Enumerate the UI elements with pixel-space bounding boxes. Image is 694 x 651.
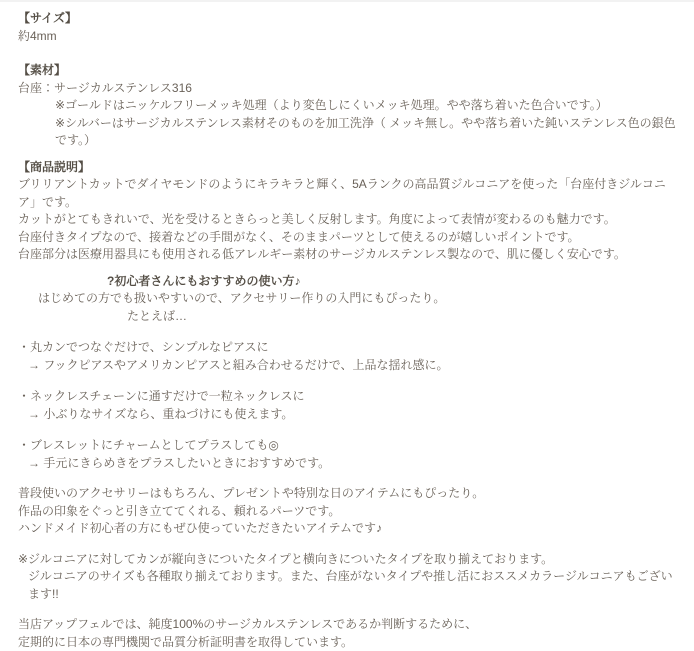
material-note-gold: ※ゴールドはニッケルフリーメッキ処理（より変色しにくいメッキ処理。やや落ち着いた色合いです。）	[55, 97, 680, 115]
usage-intro: はじめての方でも扱いやすいので、アクセサリー作りの入門にもぴったり。	[38, 290, 680, 308]
appeal-line: ハンドメイド初心者の方にもぜひ使っていただきたいアイテムです♪	[18, 520, 680, 538]
usage-item-detail: → 手元にきらめきをプラスしたいときにおすすめです。	[28, 455, 680, 473]
usage-item	[18, 339, 680, 374]
usage-item	[18, 388, 680, 423]
usage-item	[18, 437, 680, 472]
description-line: 台座付きタイプなので、接着などの手間がなく、そのままパーツとして使えるのが嬉しいポイントです。	[18, 229, 680, 247]
usage-item-title: ・丸カンでつなぐだけで、シンプルなピアスに	[18, 339, 680, 357]
material-note-silver: ※シルバーはサージカルステンレス素材そのものを加工洗浄（ メッキ無し。やや落ち着いた鈍いステンレス色の銀色です。）	[55, 115, 680, 150]
usage-example-label: たとえば…	[127, 308, 680, 326]
usage-item-title: ・ネックレスチェーンに通すだけで一粒ネックレスに	[18, 388, 680, 406]
description-heading: 【商品説明】	[18, 159, 680, 177]
description-section	[18, 159, 680, 264]
size-section	[18, 10, 680, 45]
description-line: ブリリアントカットでダイヤモンドのようにキラキラと輝く、5Aランクの高品質ジルコニアを使った「台座付きジルコニア」です。	[18, 176, 680, 211]
description-line: 台座部分は医療用器具にも使用される低アレルギー素材のサージカルステンレス製なので、肌に優しく安心です。	[18, 246, 680, 264]
variations-line: ※ジルコニアに対してカンが縦向きについたタイプと横向きについたタイプを取り揃えております。	[18, 551, 680, 569]
usage-item-detail: → フックピアスやアメリカンピアスと組み合わせるだけで、上品な揺れ感に。	[28, 357, 680, 375]
variations-section	[18, 551, 680, 604]
usage-section	[18, 273, 680, 326]
usage-item-detail: → 小ぶりなサイズなら、重ねづけにも使えます。	[28, 406, 680, 424]
size-value: 約4mm	[18, 28, 680, 46]
appeal-section	[18, 485, 680, 538]
variations-line: ジルコニアのサイズも各種取り揃えております。また、台座がないタイプや推し活におススメカラージルコニアもございます!!	[28, 568, 680, 603]
description-line: カットがとてもきれいで、光を受けるときらっと美しく反射します。角度によって表情が変わるのも魅力です。	[18, 211, 680, 229]
quality-line: 当店アップフェルでは、純度100%のサージカルステンレスであるか判断するために、	[18, 616, 680, 634]
material-section	[18, 62, 680, 150]
material-base: 台座：サージカルステンレス316	[18, 80, 680, 98]
usage-heading: ?初心者さんにもおすすめの使い方♪	[107, 273, 680, 291]
appeal-line: 作品の印象をぐっと引き立ててくれる、頼れるパーツです。	[18, 503, 680, 521]
quality-line: 定期的に日本の専門機関で品質分析証明書を取得しています。	[18, 634, 680, 651]
appeal-line: 普段使いのアクセサリーはもちろん、プレゼントや特別な日のアイテムにもぴったり。	[18, 485, 680, 503]
usage-item-title: ・ブレスレットにチャームとしてプラスしても◎	[18, 437, 680, 455]
usage-list	[18, 339, 680, 472]
material-heading: 【素材】	[18, 62, 680, 80]
size-heading: 【サイズ】	[18, 10, 680, 28]
quality-section	[18, 616, 680, 651]
